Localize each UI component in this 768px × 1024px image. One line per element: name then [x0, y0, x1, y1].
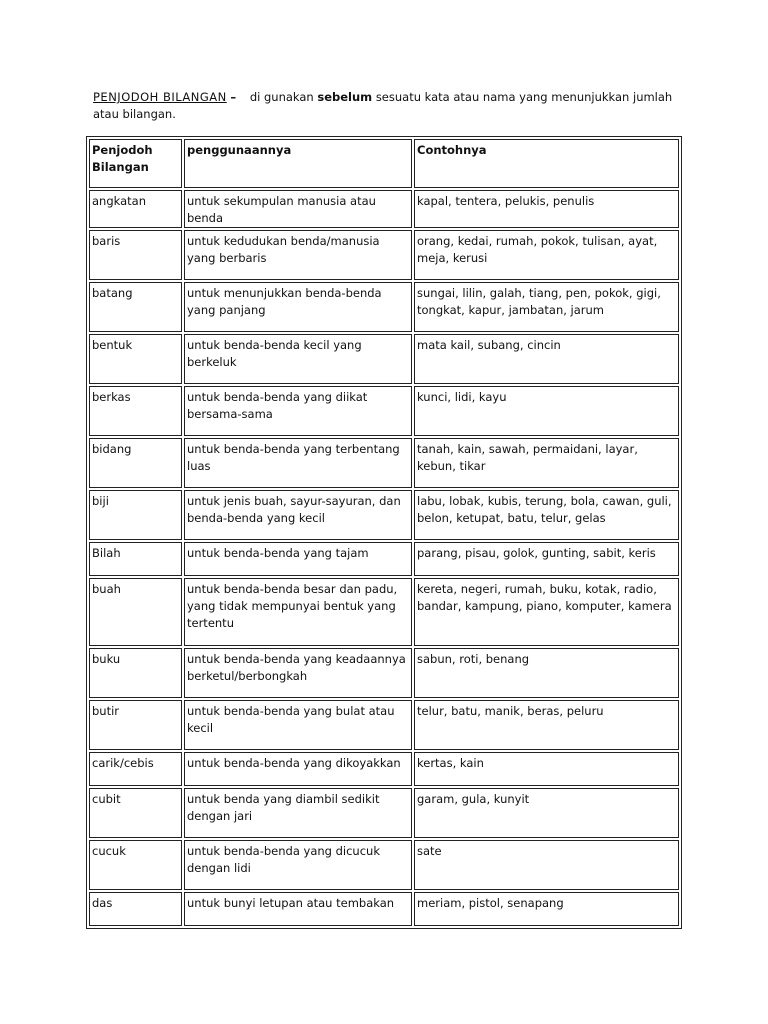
cell-examples: kertas, kain — [414, 752, 679, 786]
cell-usage: untuk benda-benda yang tajam — [184, 542, 412, 576]
table-row — [89, 190, 679, 228]
cell-term: biji — [89, 490, 182, 540]
cell-term: Bilah — [89, 542, 182, 576]
table-row — [89, 542, 679, 576]
table-row — [89, 578, 679, 646]
cell-usage: untuk benda-benda kecil yang berkeluk — [184, 334, 412, 384]
cell-term: cubit — [89, 788, 182, 838]
cell-usage: untuk menunjukkan benda-benda yang panjang — [184, 282, 412, 332]
cell-examples: kapal, tentera, pelukis, penulis — [414, 190, 679, 228]
cell-term: bentuk — [89, 334, 182, 384]
cell-examples: parang, pisau, golok, gunting, sabit, keris — [414, 542, 679, 576]
cell-usage: untuk benda yang diambil sedikit dengan jari — [184, 788, 412, 838]
cell-examples: kunci, lidi, kayu — [414, 386, 679, 436]
cell-examples: garam, gula, kunyit — [414, 788, 679, 838]
intro-text-after: sesuatu kata atau nama yang menunjukkan jumlah atau bilangan. — [93, 90, 673, 121]
cell-usage: untuk benda-benda yang keadaannya berketul/berbongkah — [184, 648, 412, 698]
cell-term: bidang — [89, 438, 182, 488]
table-row — [89, 438, 679, 488]
cell-examples: tanah, kain, sawah, permaidani, layar, kebun, tikar — [414, 438, 679, 488]
cell-examples: sungai, lilin, galah, tiang, pen, pokok, gigi, tongkat, kapur, jambatan, jarum — [414, 282, 679, 332]
cell-term: buah — [89, 578, 182, 646]
penjodoh-bilangan-table — [86, 136, 682, 929]
header-penjodoh-bilangan: Penjodoh Bilangan — [89, 139, 182, 188]
intro-dash: – — [230, 90, 237, 104]
cell-examples: orang, kedai, rumah, pokok, tulisan, ayat, meja, kerusi — [414, 230, 679, 280]
cell-term: angkatan — [89, 190, 182, 228]
cell-usage: untuk benda-benda yang dikoyakkan — [184, 752, 412, 786]
table-row — [89, 230, 679, 280]
header-penggunaannya: penggunaannya — [184, 139, 412, 188]
cell-usage: untuk benda-benda yang diikat bersama-sama — [184, 386, 412, 436]
cell-examples: kereta, negeri, rumah, buku, kotak, radio, bandar, kampung, piano, komputer, kamera — [414, 578, 679, 646]
intro-term: PENJODOH BILANGAN — [93, 90, 227, 104]
cell-term: buku — [89, 648, 182, 698]
table-row — [89, 282, 679, 332]
cell-term: berkas — [89, 386, 182, 436]
cell-term: cucuk — [89, 840, 182, 890]
table-row — [89, 386, 679, 436]
intro-text-before: di gunakan — [249, 90, 314, 104]
table-row — [89, 648, 679, 698]
cell-term: das — [89, 892, 182, 926]
cell-usage: untuk jenis buah, sayur-sayuran, dan benda-benda yang kecil — [184, 490, 412, 540]
table-row — [89, 752, 679, 786]
table-row — [89, 892, 679, 926]
table-row — [89, 788, 679, 838]
header-contohnya: Contohnya — [414, 139, 679, 188]
cell-examples: labu, lobak, kubis, terung, bola, cawan, guli, belon, ketupat, batu, telur, gelas — [414, 490, 679, 540]
cell-usage: untuk benda-benda yang dicucuk dengan lidi — [184, 840, 412, 890]
cell-usage: untuk benda-benda yang terbentang luas — [184, 438, 412, 488]
cell-usage: untuk bunyi letupan atau tembakan — [184, 892, 412, 926]
table-row — [89, 840, 679, 890]
cell-term: butir — [89, 700, 182, 750]
cell-examples: telur, batu, manik, beras, peluru — [414, 700, 679, 750]
cell-term: batang — [89, 282, 182, 332]
cell-usage: untuk kedudukan benda/manusia yang berbaris — [184, 230, 412, 280]
cell-term: carik/cebis — [89, 752, 182, 786]
cell-usage: untuk sekumpulan manusia atau benda — [184, 190, 412, 228]
cell-examples: meriam, pistol, senapang — [414, 892, 679, 926]
cell-usage: untuk benda-benda yang bulat atau kecil — [184, 700, 412, 750]
table-row — [89, 700, 679, 750]
table-header-row — [89, 139, 679, 188]
intro-bold-word: sebelum — [317, 90, 373, 104]
intro-paragraph — [93, 89, 693, 123]
cell-examples: sabun, roti, benang — [414, 648, 679, 698]
cell-examples: sate — [414, 840, 679, 890]
cell-term: baris — [89, 230, 182, 280]
table-row — [89, 490, 679, 540]
cell-usage: untuk benda-benda besar dan padu, yang tidak mempunyai bentuk yang tertentu — [184, 578, 412, 646]
table-row — [89, 334, 679, 384]
cell-examples: mata kail, subang, cincin — [414, 334, 679, 384]
